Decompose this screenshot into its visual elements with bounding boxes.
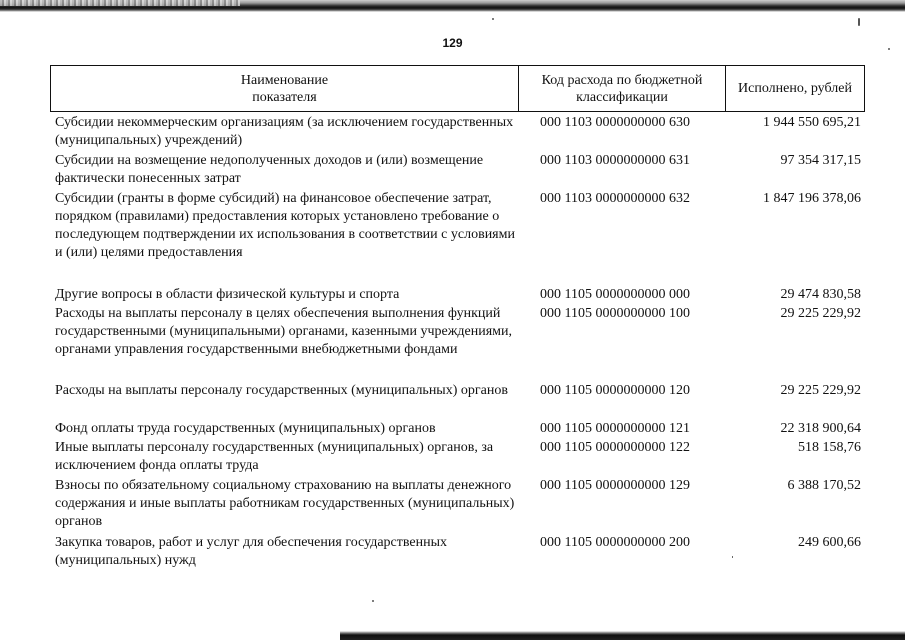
row-name: Расходы на выплаты персоналу государственных (муниципальных) органов — [55, 383, 508, 398]
row-code: 000 1105 0000000000 000 — [540, 287, 690, 302]
table-header — [50, 65, 865, 112]
row-code: 000 1105 0000000000 120 — [540, 383, 690, 398]
row-executed: 29 474 830,58 — [780, 287, 861, 302]
row-executed: 29 225 229,92 — [780, 306, 861, 321]
row-executed: 97 354 317,15 — [780, 153, 861, 168]
table-body — [52, 114, 865, 572]
table-row — [52, 152, 865, 190]
scan-speck — [858, 18, 860, 26]
header-code: Код расхода по бюджетной классификации — [519, 66, 726, 111]
row-code: 000 1103 0000000000 630 — [540, 115, 690, 130]
row-code: 000 1105 0000000000 121 — [540, 421, 690, 436]
row-executed: 1 847 196 378,06 — [763, 191, 861, 206]
scan-top-noise — [0, 0, 240, 6]
row-name: Субсидии (гранты в форме субсидий) на финансовое обеспечение затрат, порядком (правилами) предоставления которых установлено требование о последующем подтверждении их использования в соответствии с условиями и (или) целями предоставления — [55, 191, 515, 260]
scan-speck — [492, 18, 494, 20]
scan-speck — [372, 600, 374, 602]
row-executed: 22 318 900,64 — [780, 421, 861, 436]
row-name: Фонд оплаты труда государственных (муниципальных) органов — [55, 421, 436, 436]
row-name: Другие вопросы в области физической культуры и спорта — [55, 287, 400, 302]
table-row — [52, 439, 865, 477]
table-row — [52, 286, 865, 305]
row-executed: 249 600,66 — [798, 535, 861, 550]
row-code: 000 1103 0000000000 632 — [540, 191, 690, 206]
header-executed: Исполнено, рублей — [738, 81, 852, 96]
row-executed: 29 225 229,92 — [780, 383, 861, 398]
header-name: Наименование показателя — [51, 66, 519, 111]
row-executed: 6 388 170,52 — [787, 478, 861, 493]
scan-bottom-edge — [340, 631, 905, 640]
row-name: Субсидии некоммерческим организациям (за исключением государственных (муниципальных) учреждений) — [55, 115, 514, 148]
table-row — [52, 477, 865, 534]
row-code: 000 1105 0000000000 200 — [540, 535, 690, 550]
table-row — [52, 534, 865, 572]
page-number: 129 — [442, 36, 463, 50]
row-name: Закупка товаров, работ и услуг для обеспечения государственных (муниципальных) нужд — [55, 535, 448, 568]
table-row — [52, 190, 865, 286]
row-code: 000 1103 0000000000 631 — [540, 153, 690, 168]
row-executed: 1 944 550 695,21 — [763, 115, 861, 130]
table-row — [52, 114, 865, 152]
table-row — [52, 382, 865, 420]
row-name: Субсидии на возмещение недополученных доходов и (или) возмещение фактически понесенных затрат — [55, 153, 484, 186]
row-name: Иные выплаты персоналу государственных (муниципальных) органов, за исключением фонда оплаты труда — [55, 440, 494, 473]
table-row — [52, 305, 865, 382]
row-code: 000 1105 0000000000 122 — [540, 440, 690, 455]
table-row — [52, 420, 865, 439]
row-executed: 518 158,76 — [798, 440, 861, 455]
row-name: Взносы по обязательному социальному страхованию на выплаты денежного содержания и иные выплаты работникам государственных (муниципальных) органов — [55, 478, 515, 529]
row-code: 000 1105 0000000000 100 — [540, 306, 690, 321]
row-name: Расходы на выплаты персоналу в целях обеспечения выполнения функций государственными (муниципальными) органами, казенными учреждениями, органами управления государственными внебюджетными фондами — [55, 306, 512, 357]
row-code: 000 1105 0000000000 129 — [540, 478, 690, 493]
